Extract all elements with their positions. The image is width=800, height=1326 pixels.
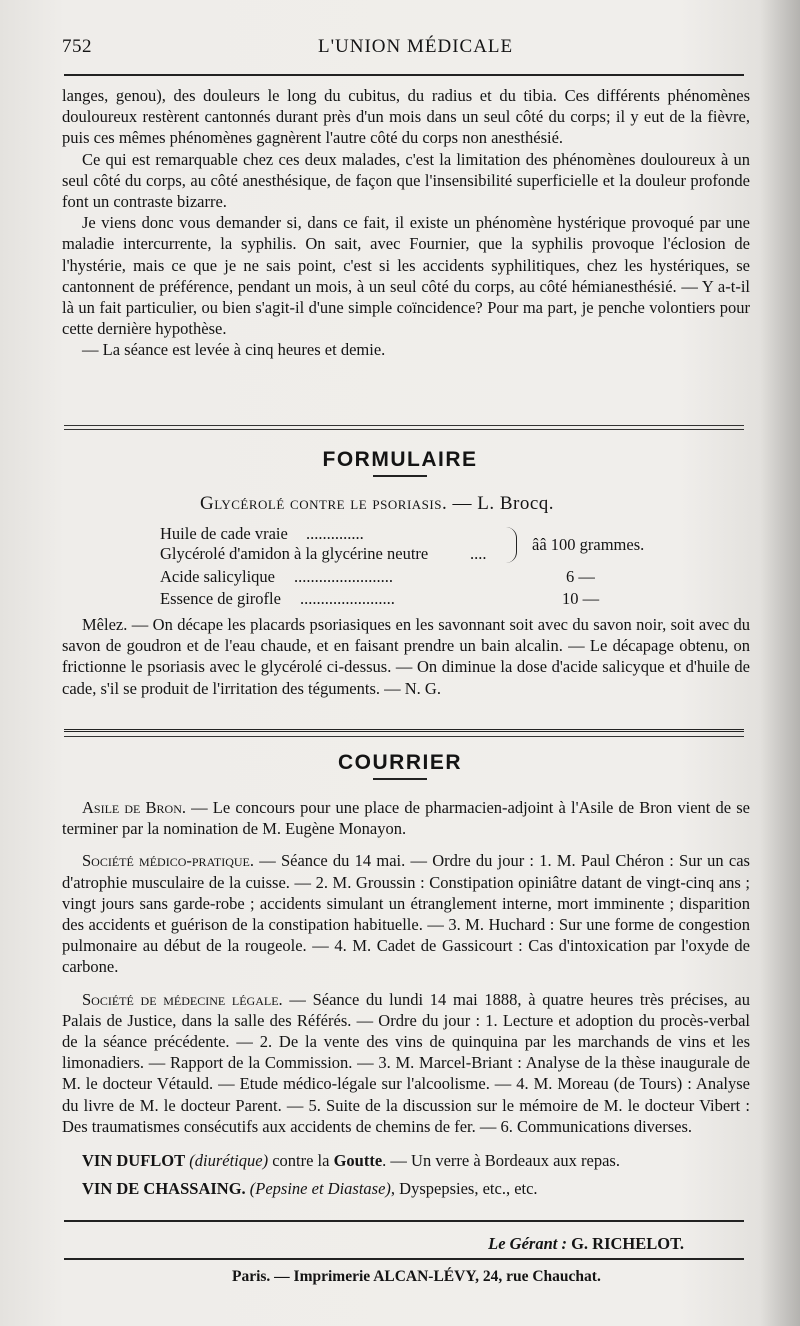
ingredient-brace [506, 527, 517, 563]
page-edge-shadow [760, 0, 800, 1326]
recipe-title [200, 493, 554, 515]
journal-title: L'UNION MÉDICALE [318, 36, 514, 57]
advert-duflot [62, 1150, 750, 1171]
paragraph: — La séance est levée à cinq heures et demie. [82, 340, 386, 360]
ad-rest: . — Un verre à Bordeaux aux repas. [382, 1151, 620, 1171]
formulaire-title [0, 448, 800, 477]
courrier-items [62, 797, 750, 1210]
recipe-name: Glycérolé contre le psoriasis. [200, 493, 448, 514]
item-text: — Séance du 14 mai. — Ordre du jour : 1. M. Paul Chéron : Sur un cas d'atrophie musculaire de la cuisse. — 2. M. Groussin : Constipation opiniâtre datant de vingt-cinq ans ; vingt jours sans garde-robe ; accidents simulant un étranglement interne, mort imminente ; disparition des accidents et guérison de la constipation habituelle. — 3. M. Huchard : Sur une forme de congestion pulmonaire au début de la rougeole. — 4. M. Cadet de Gassicourt : Cas d'intoxication par l'oxyde de carbone. [62, 851, 750, 977]
gerant-label: Le Gérant : [488, 1234, 567, 1253]
section-rule [64, 429, 744, 430]
item-text: — Le concours pour une place de pharmacien-adjoint à l'Asile de Bron vient de se terminer par la nomination de M. Eugène Monayon. [62, 798, 750, 839]
paragraph: Je viens donc vous demander si, dans ce fait, il existe un phénomène hystérique provoqué par une maladie intercurrente, la syphilis. On sait, avec Fournier, que la syphilis provoque l'éclosion de l'hystérie, mais ce que je ne sais point, c'est si les accidents syphilitiques, chez les hystériques, se cantonnent de préférence, pendant un mois, à un seul côté du corps, au côté hémianesthésié. — Y a-t-il là un fait particulier, ou bien s'agit-il d'une simple coïncidence? Pour ma part, je penche volontiers pour cette dernière hypothèse. [62, 213, 750, 339]
section-rule [64, 736, 744, 737]
paragraph: Mêlez. — On décape les placards psoriasiques en les savonnant soit avec du savon noir, soit avec du savon de goudron et de l'eau chaude, et en faisant prendre un bain alcalin. — Le décapage obtenu, on frictionne le psoriasis avec le glycérolé ci-dessus. — On diminue la dose d'acide salicyque et d'huile de cade, s'il se produit de l'irritation des téguments. — N. G. [62, 615, 750, 698]
ingredient-name: Essence de girofle [160, 589, 281, 608]
footer-rule [64, 1258, 744, 1260]
formulaire-instructions [62, 614, 750, 699]
footer-rule [64, 1220, 744, 1222]
courrier-item [62, 989, 750, 1137]
ad-rest: , Dyspepsies, etc., etc. [390, 1179, 538, 1199]
ad-tag: (diurétique) [189, 1151, 269, 1171]
courrier-item [62, 850, 750, 977]
ingredient-dots: .... [470, 544, 487, 563]
courrier-title-text: COURRIER [337, 751, 462, 774]
ingredient-name: Glycérolé d'amidon à la glycérine neutre [160, 544, 429, 563]
item-lead: Asile de Bron. [82, 798, 187, 817]
page-number: 752 [62, 36, 92, 57]
ingredient-name: Huile de cade vraie [160, 524, 288, 543]
advert-chassaing [62, 1178, 750, 1199]
formulaire-title-text: FORMULAIRE [322, 448, 478, 471]
gerant-name: G. RICHELOT. [571, 1234, 684, 1253]
ad-tag: (Pepsine et Diastase) [249, 1179, 391, 1199]
ad-text: contre la [268, 1151, 334, 1171]
ad-name: VIN DE CHASSAING. [82, 1179, 246, 1199]
ingredient-dots: ........................ [294, 567, 393, 586]
item-lead: Société médico-pratique. [82, 851, 255, 871]
item-text: — Séance du lundi 14 mai 1888, à quatre heures très précises, au Palais de Justice, dans la salle des Référés. — Ordre du jour : 1. Lecture et adoption du procès-verbal de la séance précédente. — 2. De la vente des vins de quinquina par les marchands de vins et les limonadiers. — Rapport de la Commission. — 3. M. Marcel-Briant : Analyse de la thèse inaugurale de M. le docteur Vétauld. — Etude médico-légale sur l'alcoolisme. — 4. M. Moreau (de Tours) : Analyse du livre de M. le docteur Parent. — 5. Suite de la discussion sur le mémoire de M. le docteur Vibert : Des traumatismes consécutifs aux accidents de chemins de fer. — 6. Communications diverses. [62, 989, 750, 1136]
paragraph: langes, genou), des douleurs le long du cubitus, du radius et du tibia. Ces différents phénomènes douloureux restèrent cantonnés durant près d'un mois dans un seul côté du corps; il y eut de la fièvre, puis ces mêmes phénomènes gagnèrent l'autre côté du corps non anesthésié. [62, 86, 750, 148]
header-rule [64, 74, 744, 76]
title-underline [373, 778, 427, 780]
ingredient-dots: ....................... [300, 589, 395, 608]
ingredient-qty: 6 — [566, 567, 595, 586]
recipe-author: — L. Brocq. [452, 493, 555, 514]
courrier-item [62, 797, 750, 839]
section-rule [64, 425, 744, 426]
ingredient-name: Acide salicylique [160, 567, 276, 586]
gerant-line [488, 1234, 684, 1254]
courrier-title [0, 751, 800, 780]
item-lead: Société de médecine légale. [82, 989, 283, 1009]
ad-name: VIN DUFLOT [82, 1151, 186, 1171]
section-rule [64, 729, 744, 732]
shared-quantity: ââ 100 grammes. [532, 535, 645, 554]
paragraph: Ce qui est remarquable chez ces deux malades, c'est la limitation des phénomènes douloureux à un seul côté du corps, au côté anesthésique, de façon que l'insensibilité superficielle et la douleur profonde font un contraste bizarre. [62, 149, 750, 212]
title-underline [373, 475, 427, 477]
printer-imprint: Paris. — Imprimerie ALCAN-LÉVY, 24, rue Chauchat. [232, 1268, 601, 1285]
ad-bold: Goutte [333, 1151, 383, 1171]
ingredient-qty: 10 — [562, 589, 600, 608]
ingredient-dots: .............. [306, 524, 364, 543]
opening-text [62, 85, 750, 361]
